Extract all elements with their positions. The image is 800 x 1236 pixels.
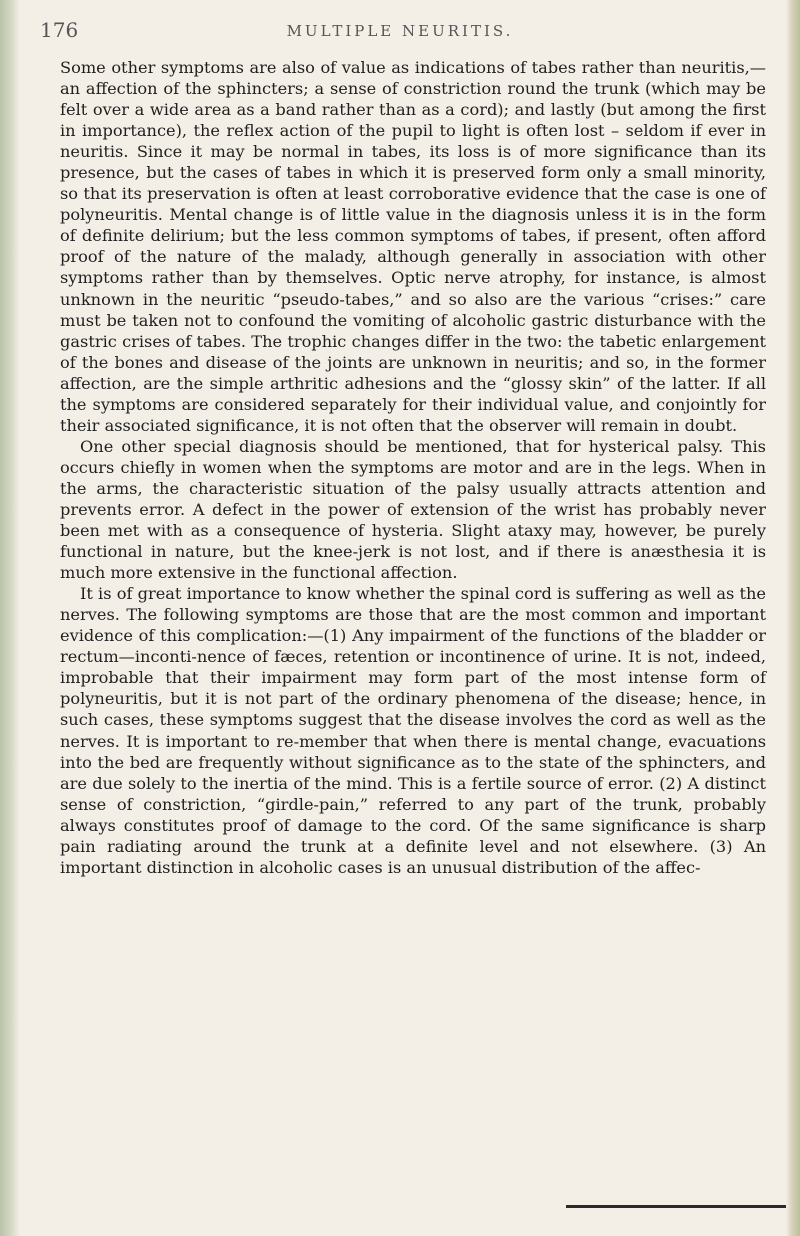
page-left-edge [0, 0, 20, 1236]
page-bottom-rule [566, 1205, 786, 1208]
paragraph-hysterical-palsy: One other special diagnosis should be mentioned, that for hysterical palsy. This occurs chiefly in women when the symptoms are motor and are in the legs. When in the arms, the characteristic situation of the palsy usually attracts attention and prevents error. A defect in the power of extension of the wrist has probably never been met with as a consequence of hysteria. Slight ataxy may, however, be purely functional in nature, but the knee-jerk is not lost, and if there is anæsthesia it is much more extensive in the functional affection. [60, 436, 766, 583]
page-number: 176 [40, 18, 79, 42]
paragraph-spinal-cord: It is of great importance to know whether the spinal cord is suffering as well as the nerves. The following symptoms are those that are the most common and important evidence of this complication:—(1) Any impairment of the functions of the bladder or rectum—inconti-nence of fæces, retention or incontinence of urine. It is not, indeed, improbable that their impairment may form part of the most intense form of polyneuritis, but it is not part of the ordinary phenomena of the disease; hence, in such cases, these symptoms suggest that the disease involves the cord as well as the nerves. It is important to re-member that when there is mental change, evacuations into the bed are frequently without significance as to the state of the sphincters, and are due solely to the inertia of the mind. This is a fertile source of error. (2) A distinct sense of constriction, “girdle-pain,” referred to any part of the trunk, probably always constitutes proof of damage to the cord. Of the same significance is sharp pain radiating around the trunk at a definite level and not elsewhere. (3) An important distinction in alcoholic cases is an unusual distribution of the affec- [60, 584, 766, 877]
page-right-edge [786, 0, 800, 1236]
page-header [40, 18, 760, 48]
running-head: MULTIPLE NEURITIS. [286, 22, 514, 40]
body-text [60, 57, 766, 878]
paragraph-tabes-symptoms: Some other symptoms are also of value as indications of tabes rather than neuritis,—an affection of the sphincters; a sense of constriction round the trunk (which may be felt over a wide area as a band rather than as a cord); and lastly (but among the first in importance), the reflex action of the pupil to light is often lost – seldom if ever in neuritis. Since it may be normal in tabes, its loss is of more significance than its presence, but the cases of tabes in which it is preserved form only a small minority, so that its preservation is often at least corroborative evidence that the case is one of polyneuritis. Mental change is of little value in the diagnosis unless it is in the form of definite delirium; but the less common symptoms of tabes, if present, often afford proof of the nature of the malady, although generally in association with other symptoms rather than by themselves. Optic nerve atrophy, for instance, is almost unknown in the neuritic “pseudo-tabes,” and so also are the various “crises:” care must be taken not to confound the vomiting of alcoholic gastric disturbance with the gastric crises of tabes. The trophic changes differ in the two: the tabetic enlargement of the bones and disease of the joints are unknown in neuritis; and so, in the former affection, are the simple arthritic adhesions and the “glossy skin” of the latter. If all the symptoms are considered separately for their individual value, and conjointly for their associated significance, it is not often that the observer will remain in doubt. [60, 58, 766, 435]
